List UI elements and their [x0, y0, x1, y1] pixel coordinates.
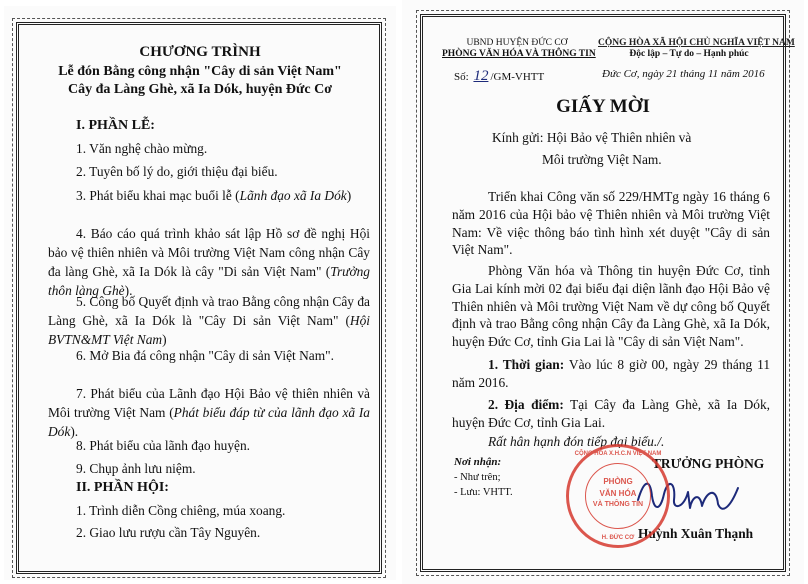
org-name: UBND HUYỆN ĐỨC CƠ — [466, 38, 568, 48]
event-time: 1. Thời gian: Vào lúc 8 giờ 00, ngày 29 tháng 11 năm 2016. — [452, 357, 771, 390]
stamp-text: PHÒNG — [603, 477, 633, 486]
paragraph-invitation: Phòng Văn hóa và Thông tin huyện Đức Cơ, tỉnh Gia Lai kính mời 02 đại biểu đại diện lãnh đạo Hội Bảo vệ Thiên nhiên và Môi trường Việt Nam về dự công bố Quyết định và trao Bằng công nhận Cây đa Làng Ghè, xã Ia Dók, huyện Đức Cơ, tỉnh Gia Lai là "Cây di sản Việt Nam". — [452, 263, 770, 350]
event-place: 2. Địa điểm: Tại Cây đa Làng Ghè, xã Ia Dók, huyện Đức Cơ, tỉnh Gia Lai. — [452, 397, 770, 430]
program-item: 7. Phát biểu của Lãnh đạo Hội Bảo vệ thiên nhiên và Môi trường Việt Nam (Phát biểu đáp từ của lãnh đạo xã Ia Dók). — [48, 386, 370, 439]
program-item: 2. Tuyên bố lý do, giới thiệu đại biểu. — [76, 164, 278, 179]
program-subtitle-location: Cây đa Làng Ghè, xã Ia Dók, huyện Đức Cơ — [68, 82, 332, 97]
nation-name: CỘNG HÒA XÃ HỘI CHỦ NGHĨA VIỆT NAM — [598, 38, 795, 48]
program-item: 4. Báo cáo quá trình khảo sát lập Hồ sơ đề nghị Hội bảo vệ thiên nhiên và Môi trường Việt Nam công nhận Cây đa làng Ghè, xã Ia Dók là cây "Di sản Việt Nam" (Trưởng thôn làng Ghè). — [48, 226, 370, 298]
nation-motto: Độc lập – Tự do – Hạnh phúc — [629, 49, 749, 59]
receiver-item: - Như trên; — [454, 472, 501, 483]
official-stamp — [566, 444, 670, 548]
program-item: 6. Mở Bia đá công nhận "Cây di sản Việt Nam". — [76, 348, 334, 363]
program-item: 2. Giao lưu rượu cần Tây Nguyên. — [76, 525, 261, 540]
closing-line: Rất hân hạnh đón tiếp đại biểu./. — [488, 434, 665, 449]
section-ceremony-heading: I. PHẦN LỄ: — [76, 118, 155, 133]
program-subtitle: Lễ đón Bằng công nhận "Cây di sản Việt Nam" — [58, 64, 342, 79]
receivers-label: Nơi nhận: — [454, 456, 502, 468]
program-item: 3. Phát biểu khai mạc buổi lễ (Lãnh đạo xã Ia Dók) — [76, 188, 352, 203]
program-title: CHƯƠNG TRÌNH — [139, 44, 261, 60]
program-item: 1. Trình diễn Cồng chiêng, múa xoang. — [76, 503, 286, 518]
program-item: 8. Phát biểu của lãnh đạo huyện. — [76, 438, 251, 453]
stamp-text: VÀ THÔNG TIN — [592, 501, 644, 508]
section-festival-heading: II. PHẦN HỘI: — [76, 480, 169, 495]
receiver-item: - Lưu: VHTT. — [454, 487, 513, 498]
document-date: Đức Cơ, ngày 21 tháng 11 năm 2016 — [602, 68, 765, 80]
program-item: 1. Văn nghệ chào mừng. — [76, 141, 208, 156]
stamp-text: VĂN HÓA — [599, 489, 637, 498]
document-number: Số: 12 /GM-VHTT — [454, 68, 545, 84]
stamp-outer-text: CỘNG HÒA X.H.C.N VIỆT NAM — [574, 451, 662, 457]
program-item: 9. Chụp ảnh lưu niệm. — [76, 461, 196, 476]
paragraph-reference: Triển khai Công văn số 229/HMTg ngày 16 tháng 6 năm 2016 của Hội bảo vệ Thiên nhiên và Môi trường Việt Nam: Về việc thông báo tình hình xét duyệt "Cây di sản Việt Nam". — [452, 189, 770, 258]
invitation-title: GIẤY MỜI — [556, 96, 650, 117]
signer-name: Huỳnh Xuân Thạnh — [638, 526, 754, 541]
recipient-line: Môi trường Việt Nam. — [542, 152, 662, 167]
recipient-line: Kính gửi: Hội Bảo vệ Thiên nhiên và — [492, 130, 692, 145]
program-page — [4, 6, 396, 580]
stamp-bottom-text: H. ĐỨC CƠ — [601, 535, 635, 541]
program-item: 5. Công bố Quyết định và trao Bằng công nhận Cây đa Làng Ghè, xã Ia Dók là "Cây Di sản Việt Nam" (Hội BVTN&MT Việt Nam) — [48, 294, 370, 347]
signer-title: TRƯỞNG PHÒNG — [652, 456, 765, 471]
org-department: PHÒNG VĂN HÓA VÀ THÔNG TIN — [442, 49, 596, 59]
